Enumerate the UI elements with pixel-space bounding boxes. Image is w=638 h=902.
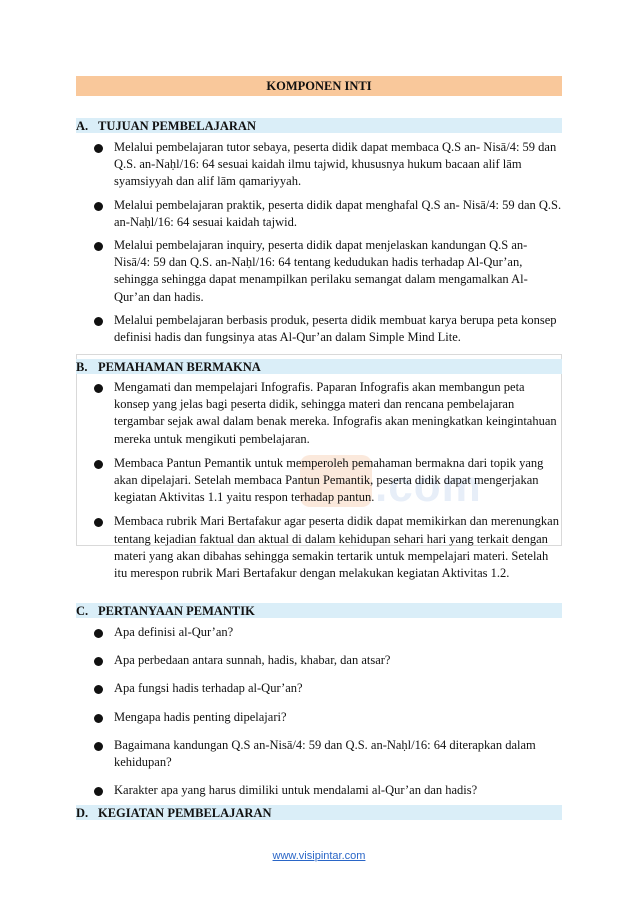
list-item [94, 737, 562, 771]
section-c-letter: C. [76, 604, 89, 618]
list-item-text: Mengamati dan mempelajari Infografis. Paparan Infografis akan membangun peta konsep yang jelas bagi peserta didik, sehingga materi dan rencana pembelajaran tergambar sejak awal dalam benak mereka. Infografis akan meningkatkan keingintahuan mereka untuk mengikuti pembelajaran. [114, 380, 557, 446]
section-c-heading [76, 603, 562, 618]
bullet-icon [94, 742, 103, 751]
list-item [94, 782, 562, 799]
list-item [94, 624, 562, 641]
section-d-title: KEGIATAN PEMBELAJARAN [98, 806, 272, 820]
footer-link[interactable]: www.visipintar.com [272, 850, 366, 862]
bullet-icon [94, 657, 103, 666]
list-item [94, 139, 562, 191]
list-item [94, 237, 562, 306]
bullet-icon [94, 629, 103, 638]
section-b-list [94, 379, 562, 589]
section-a-letter: A. [76, 119, 89, 133]
list-item [94, 455, 562, 507]
section-a-title: TUJUAN PEMBELAJARAN [98, 119, 256, 133]
section-a-heading [76, 118, 562, 133]
section-d-letter: D. [76, 806, 89, 820]
bullet-icon [94, 787, 103, 796]
list-item [94, 652, 562, 669]
section-c-title: PERTANYAAN PEMANTIK [98, 604, 255, 618]
list-item [94, 312, 562, 346]
bullet-icon [94, 242, 103, 251]
bullet-icon [94, 685, 103, 694]
list-item [94, 379, 562, 448]
bullet-icon [94, 460, 103, 469]
list-item-text: Bagaimana kandungan Q.S an-Nisā/4: 59 dan Q.S. an-Naḥl/16: 64 diterapkan dalam kehidupan? [114, 737, 536, 770]
list-item-text: Melalui pembelajaran praktik, peserta didik dapat menghafal Q.S an- Nisā/4: 59 dan Q.S. an-Naḥl/16: 64 sesuai kaidah tajwid. [114, 197, 562, 229]
section-b-title: PEMAHAMAN BERMAKNA [98, 360, 261, 374]
list-item [94, 513, 562, 582]
bullet-icon [94, 384, 103, 393]
list-item-text: Apa fungsi hadis terhadap al-Qur’an? [114, 681, 303, 696]
bullet-icon [94, 317, 103, 326]
list-item-text: Membaca Pantun Pemantik untuk memperoleh pemahaman bermakna dari topik yang akan dipelajari. Setelah membaca Pantun Pemantik, peserta didik dapat mengerjakan kegiatan Aktivitas 1.1 yaitu respon terhadap pantun. [114, 455, 544, 505]
bullet-icon [94, 144, 103, 153]
section-b-heading [76, 359, 562, 374]
list-item-text: Melalui pembelajaran inquiry, peserta didik dapat menjelaskan kandungan Q.S an-Nisā/4: 59 dan Q.S. an-Naḥl/16: 64 tentang kedudukan hadis terhadap Al-Qur’an, sehingga sehingga dapat menampilkan perilaku semangat dalam mengamalkan Al-Qur’an dan hadis. [114, 238, 528, 304]
list-item [94, 709, 562, 726]
list-item-text: Apa perbedaan antara sunnah, hadis, khabar, dan atsar? [114, 653, 391, 668]
bullet-icon [94, 518, 103, 527]
list-item-text: Apa definisi al-Qur’an? [114, 625, 234, 639]
list-item [94, 197, 562, 231]
section-a-list [94, 139, 562, 352]
bullet-icon [94, 714, 103, 723]
page-title: KOMPONEN INTI [76, 76, 562, 96]
list-item-text: Membaca rubrik Mari Bertafakur agar peserta didik dapat memikirkan dan merenungkan tentang kejadian faktual dan aktual di dalam kehidupan sehari hari yang terkait dengan materi yang akan dibahas sehingga semakin tertarik untuk mempelajari materi. Setelah itu merespon rubrik Mari Bertafakur dengan melakukan kegiatan Aktivitas 1.2. [114, 514, 559, 581]
bullet-icon [94, 202, 103, 211]
list-item [94, 680, 562, 697]
section-b-letter: B. [76, 360, 88, 374]
list-item-text: Mengapa hadis penting dipelajari? [114, 709, 287, 724]
watermark-text: .com [375, 462, 482, 511]
section-c-list [94, 624, 562, 810]
section-d-heading [76, 805, 562, 820]
list-item-text: Karakter apa yang harus dimiliki untuk mendalami al-Qur’an dan hadis? [114, 783, 478, 798]
list-item-text: Melalui pembelajaran berbasis produk, peserta didik membuat karya berupa peta konsep definisi hadis dan fungsinya atas Al-Qur’an dalam Simple Mind Lite. [114, 312, 557, 345]
list-item-text: Melalui pembelajaran tutor sebaya, peserta didik dapat membaca Q.S an- Nisā/4: 59 dan Q.S. an-Naḥl/16: 64 sesuai kaidah ilmu tajwid, khususnya hukum bacaan alif lām syamsiyyah dan alif lām qamariyyah. [114, 140, 557, 189]
